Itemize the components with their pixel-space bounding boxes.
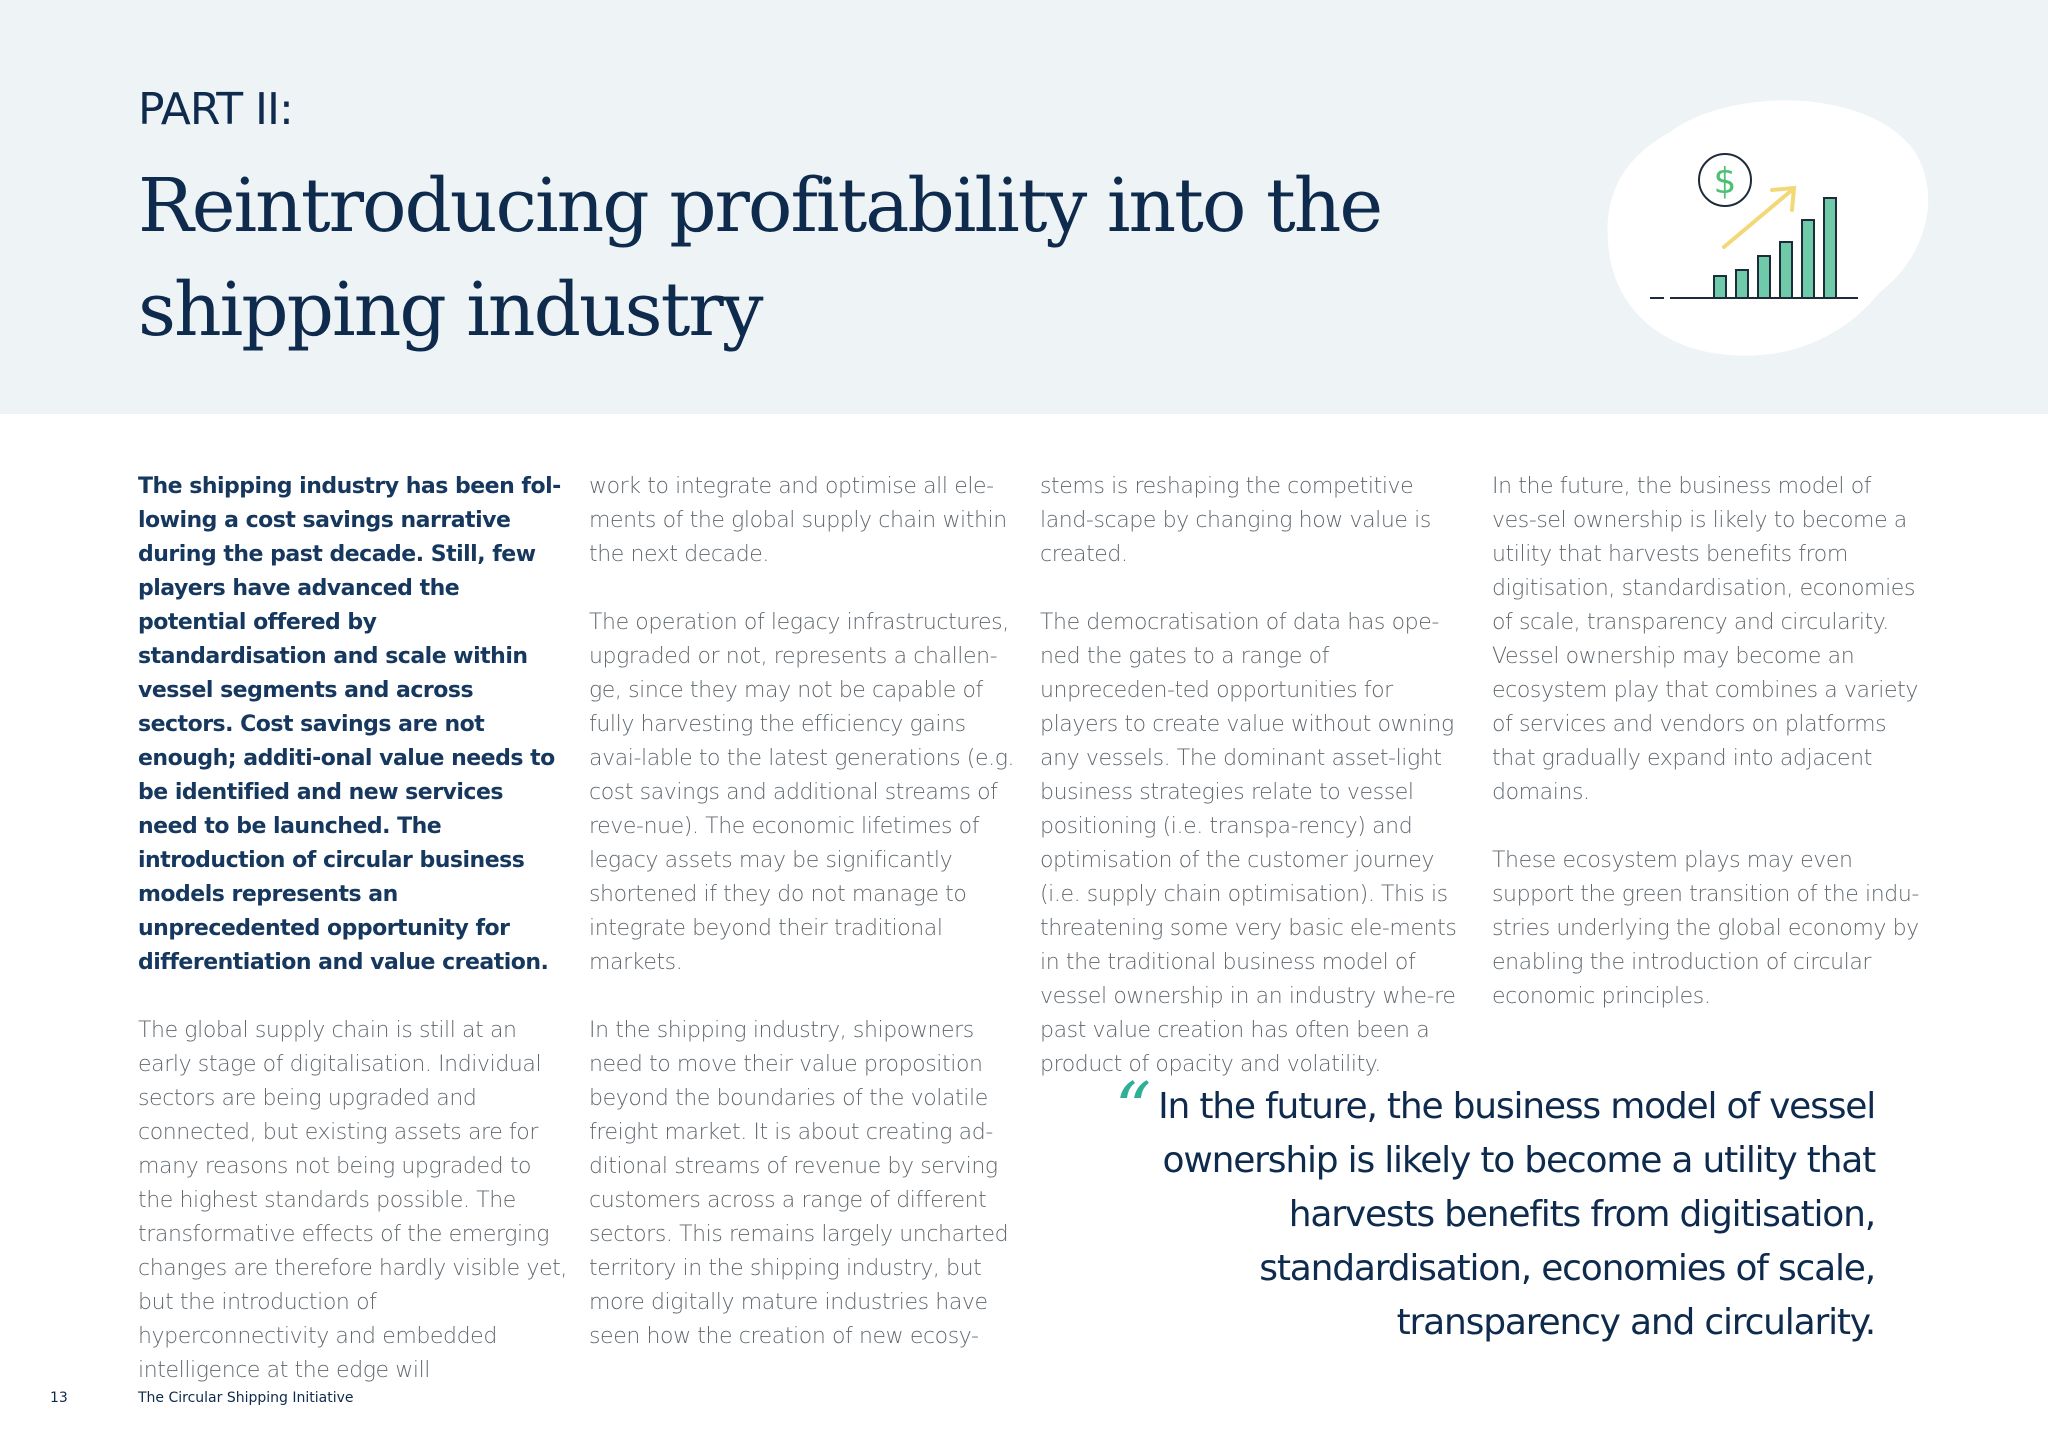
column-4 bbox=[1492, 470, 1922, 1048]
paragraph: The democratisation of data has ope-ned the gates to a range of unpreceden-ted opportunities for players to create value without owning any vessels. The dominant asset-light business strategies relate to vessel positioning (i.e. transpa-rency) and optimisation of the customer journey (i.e. supply chain optimisation). This is threatening some very basic ele-ments in the traditional business model of vessel ownership in an industry whe-re past value creation has often been a product of opacity and volatility. bbox=[1040, 610, 1457, 1077]
pull-quote bbox=[1040, 1067, 1875, 1350]
paragraph: work to integrate and optimise all ele-ments of the global supply chain within the next decade. bbox=[589, 474, 1007, 567]
column-3 bbox=[1040, 470, 1470, 1116]
title-line-1: Reintroducing profitability into the bbox=[138, 163, 1382, 249]
pull-quote-text: In the future, the business model of vessel ownership is likely to become a utility that harvests benefits from digitisation, standardisation, economies of scale, transparency and circularity. bbox=[1158, 1086, 1875, 1343]
growth-chart-dollar-icon bbox=[1600, 92, 1930, 372]
icon-bar-1 bbox=[1714, 276, 1726, 298]
page-title bbox=[138, 154, 1438, 362]
icon-blob-background bbox=[1608, 100, 1929, 355]
header-band bbox=[0, 0, 2048, 414]
icon-bar-4 bbox=[1780, 242, 1792, 298]
column-2 bbox=[589, 470, 1019, 1388]
publication-name: The Circular Shipping Initiative bbox=[138, 1390, 354, 1406]
icon-bar-2 bbox=[1736, 270, 1748, 298]
icon-bar-3 bbox=[1758, 256, 1770, 298]
icon-bar-6 bbox=[1824, 198, 1836, 298]
title-line-2: shipping industry bbox=[138, 267, 762, 353]
quote-mark-icon: “ bbox=[1114, 1067, 1151, 1151]
page-number: 13 bbox=[50, 1390, 68, 1406]
column-1 bbox=[138, 470, 568, 1422]
paragraph: These ecosystem plays may even support the green transition of the indu-stries underlying the global economy by enabling the introduction of circular economic principles. bbox=[1492, 848, 1919, 1009]
paragraph: The global supply chain is still at an early stage of digitalisation. Individual sectors are being upgraded and connected, but existing assets are for many reasons not being upgraded to the highest standards possible. The transformative effects of the emerging changes are therefore hardly visible yet, but the introduction of hyperconnectivity and embedded intelligence at the edge will bbox=[138, 1018, 567, 1383]
icon-bar-5 bbox=[1802, 220, 1814, 298]
paragraph: In the shipping industry, shipowners need to move their value proposition beyond the boundaries of the volatile freight market. It is about creating ad-ditional streams of revenue by serving customers across a range of different sectors. This remains largely uncharted territory in the shipping industry, but more digitally mature industries have seen how the creation of new ecosy- bbox=[589, 1018, 1009, 1349]
paragraph: The operation of legacy infrastructures, upgraded or not, represents a challen-ge, since they may not be capable of fully harvesting the efficiency gains avai-lable to the latest generations (e.g. cost savings and additional streams of reve-nue). The economic lifetimes of legacy assets may be significantly shortened if they do not manage to integrate beyond their traditional markets. bbox=[589, 610, 1015, 975]
part-label: PART II: bbox=[138, 84, 293, 135]
svg-text:$: $ bbox=[1713, 161, 1737, 202]
lead-paragraph: The shipping industry has been fol-lowing a cost savings narrative during the past decade. Still, few players have advanced the potential offered by standardisation and scale within vessel segments and across sectors. Cost savings are not enough; additi-onal value needs to be identified and new services need to be launched. The introduction of circular business models represents an unprecedented opportunity for differentiation and value creation. bbox=[138, 474, 561, 975]
paragraph: stems is reshaping the competitive land-scape by changing how value is created. bbox=[1040, 474, 1431, 567]
paragraph: In the future, the business model of ves-sel ownership is likely to become a utility that harvests benefits from digitisation, standardisation, economies of scale, transparency and circularity. Vessel ownership may become an ecosystem play that combines a variety of services and vendors on platforms that gradually expand into adjacent domains. bbox=[1492, 474, 1918, 805]
